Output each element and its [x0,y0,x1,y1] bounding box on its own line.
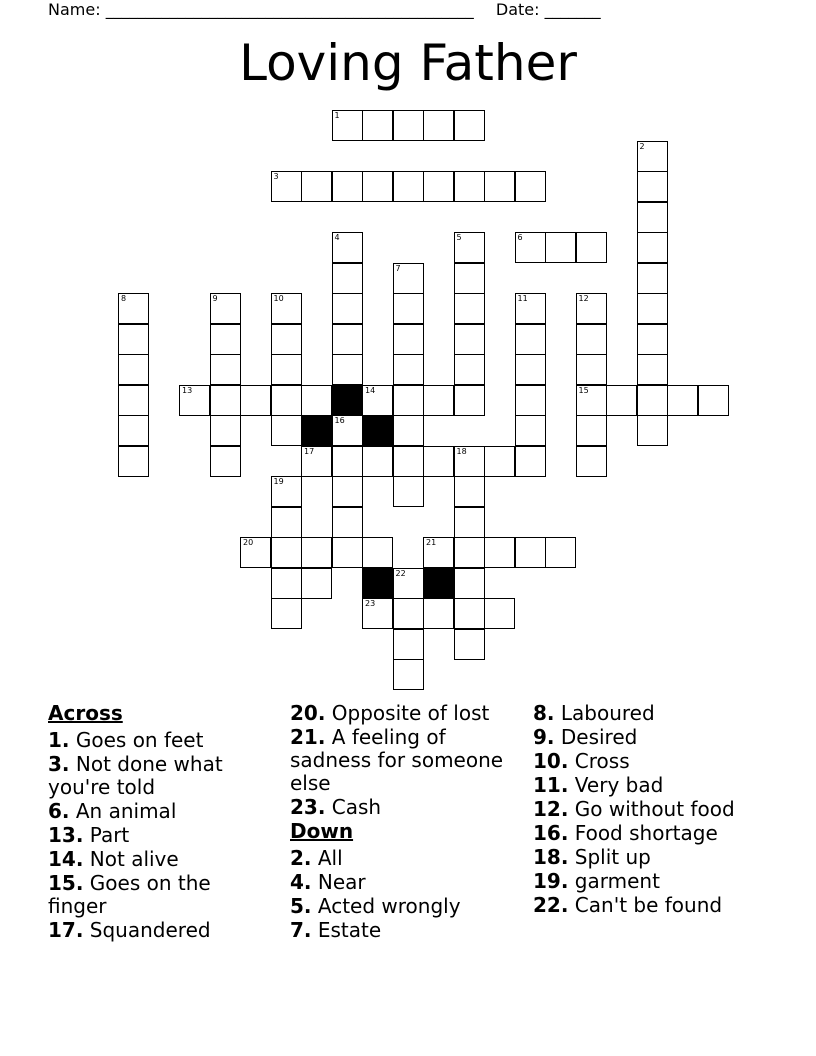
grid-cell[interactable] [423,598,454,629]
across-heading: Across [48,701,123,725]
grid-cell[interactable] [637,293,668,324]
grid-cell[interactable] [515,446,546,477]
grid-cell[interactable] [515,171,546,202]
clue-text: Opposite of lost [325,701,490,725]
grid-cell[interactable] [637,354,668,385]
clue-number: 19. [533,869,569,893]
grid-cell[interactable] [576,415,607,446]
grid-cell[interactable] [484,537,515,568]
clue-number: 5. [290,894,312,918]
clue-number: 13. [48,823,84,847]
grid-cell[interactable] [332,263,363,294]
grid-cell[interactable] [515,415,546,446]
cell-number: 21 [426,538,437,547]
grid-block [332,385,363,416]
clue-number: 18. [533,845,569,869]
clue-number: 17. [48,918,84,942]
down-clue [290,895,510,918]
grid-cell[interactable] [332,232,363,263]
grid-cell[interactable] [332,415,363,446]
down-clue [533,750,773,773]
cell-number: 11 [517,294,528,303]
grid-cell[interactable] [362,171,393,202]
down-clue [533,726,773,749]
clue-text: garment [568,869,660,893]
clues-column-3 [533,702,773,918]
grid-cell[interactable] [423,385,454,416]
grid-cell[interactable] [454,171,485,202]
grid-cell[interactable] [301,537,332,568]
grid-cell[interactable] [576,324,607,355]
grid-cell[interactable] [454,324,485,355]
grid-cell[interactable] [332,171,363,202]
down-clue [533,822,773,845]
grid-cell[interactable] [454,446,485,477]
clue-text: Go without food [568,797,735,821]
grid-cell[interactable] [637,202,668,233]
clue-number: 23. [290,795,326,819]
cell-number: 6 [517,233,523,242]
clue-number: 6. [48,799,70,823]
grid-cell[interactable] [393,415,424,446]
grid-cell[interactable] [271,171,302,202]
down-clue [290,847,510,870]
down-clue [533,702,773,725]
grid-cell[interactable] [362,110,393,141]
across-clue [290,726,510,795]
cell-number: 9 [212,294,218,303]
grid-cell[interactable] [271,324,302,355]
grid-cell[interactable] [667,385,698,416]
cell-number: 20 [243,538,254,547]
clue-text: Cross [568,749,630,773]
grid-cell[interactable] [118,385,149,416]
grid-cell[interactable] [454,568,485,599]
clue-text: Goes on the finger [48,871,211,918]
grid-block [301,415,332,446]
clue-number: 16. [533,821,569,845]
grid-cell[interactable] [393,171,424,202]
across-clue [290,702,510,725]
clue-text: Squandered [83,918,211,942]
grid-cell[interactable] [210,415,241,446]
clue-text: Laboured [554,701,655,725]
grid-cell[interactable] [118,446,149,477]
grid-cell[interactable] [271,537,302,568]
grid-cell[interactable] [515,232,546,263]
down-clue [533,894,773,917]
grid-cell[interactable] [332,476,363,507]
grid-cell[interactable] [210,354,241,385]
clue-number: 7. [290,918,312,942]
grid-cell[interactable] [576,232,607,263]
grid-cell[interactable] [545,537,576,568]
grid-cell[interactable] [332,324,363,355]
cell-number: 23 [365,599,376,608]
grid-cell[interactable] [301,171,332,202]
grid-cell[interactable] [515,293,546,324]
grid-cell[interactable] [515,354,546,385]
cell-number: 19 [273,477,284,486]
across-clue [48,848,268,871]
grid-cell[interactable] [271,476,302,507]
grid-cell[interactable] [210,446,241,477]
grid-cell[interactable] [332,110,363,141]
grid-cell[interactable] [423,446,454,477]
cell-number: 13 [182,385,193,395]
down-clue [533,870,773,893]
clue-text: Can't be found [568,893,723,917]
date-blank[interactable]: _______ [544,0,601,19]
clue-text: Acted wrongly [311,894,461,918]
cell-number: 17 [304,446,315,456]
down-heading: Down [290,819,354,843]
cell-number: 3 [273,172,279,181]
grid-cell[interactable] [271,293,302,324]
grid-cell[interactable] [118,354,149,385]
grid-cell[interactable] [393,568,424,599]
date-label: Date: [495,0,540,19]
cell-number: 18 [456,446,467,456]
cell-number: 8 [121,294,127,303]
grid-cell[interactable] [332,354,363,385]
clue-number: 1. [48,728,70,752]
grid-cell[interactable] [271,385,302,416]
grid-block [362,568,393,599]
down-clue [533,846,773,869]
grid-cell[interactable] [393,446,424,477]
clue-text: All [311,846,343,870]
cell-number: 4 [334,233,340,242]
across-clue [48,824,268,847]
grid-cell[interactable] [545,232,576,263]
down-clue [290,871,510,894]
clue-number: 12. [533,797,569,821]
grid-cell[interactable] [515,324,546,355]
grid-cell[interactable] [515,385,546,416]
grid-cell[interactable] [332,537,363,568]
grid-cell[interactable] [576,354,607,385]
grid-cell[interactable] [454,476,485,507]
clue-number: 22. [533,893,569,917]
grid-cell[interactable] [210,293,241,324]
grid-cell[interactable] [301,385,332,416]
grid-cell[interactable] [240,385,271,416]
clue-text: Part [83,823,130,847]
cell-number: 22 [395,568,406,578]
grid-cell[interactable] [576,446,607,477]
grid-cell[interactable] [332,507,363,538]
grid-cell[interactable] [240,537,271,568]
cell-number: 15 [578,385,589,395]
grid-cell[interactable] [454,629,485,660]
clue-number: 8. [533,701,555,725]
grid-cell[interactable] [118,415,149,446]
grid-cell[interactable] [393,324,424,355]
grid-cell[interactable] [454,263,485,294]
across-clue [48,872,268,918]
clues-column-1 [48,702,268,943]
grid-cell[interactable] [362,598,393,629]
clue-text: Desired [554,725,638,749]
across-clue [290,796,510,819]
cell-number: 16 [334,416,345,425]
grid-cell[interactable] [454,385,485,416]
grid-cell[interactable] [454,110,485,141]
down-clue [290,919,510,942]
grid-cell[interactable] [515,537,546,568]
grid-cell[interactable] [423,110,454,141]
grid-cell[interactable] [118,324,149,355]
clue-text: Not done what you're told [48,752,223,799]
clue-text: A feeling of sadness for someone else [290,725,504,795]
grid-cell[interactable] [332,446,363,477]
grid-cell[interactable] [454,537,485,568]
grid-cell[interactable] [454,598,485,629]
clue-number: 9. [533,725,555,749]
cell-number: 10 [273,294,284,303]
grid-cell[interactable] [271,354,302,385]
name-blank[interactable]: ______________________________________________ [105,0,474,19]
grid-cell[interactable] [454,293,485,324]
grid-cell[interactable] [637,385,668,416]
grid-cell[interactable] [637,415,668,446]
clue-text: An animal [69,799,177,823]
cell-number: 12 [578,294,589,303]
grid-cell[interactable] [271,415,302,446]
grid-cell[interactable] [362,537,393,568]
cell-number: 2 [639,141,645,151]
clue-text: Goes on feet [69,728,204,752]
grid-cell[interactable] [484,446,515,477]
grid-cell[interactable] [393,110,424,141]
grid-cell[interactable] [179,385,210,416]
grid-cell[interactable] [423,171,454,202]
grid-cell[interactable] [393,354,424,385]
grid-cell[interactable] [423,537,454,568]
grid-cell[interactable] [484,171,515,202]
grid-cell[interactable] [332,293,363,324]
clue-number: 4. [290,870,312,894]
grid-cell[interactable] [210,324,241,355]
across-clue [48,753,268,799]
down-clue [533,774,773,797]
grid-cell[interactable] [118,293,149,324]
grid-cell[interactable] [637,263,668,294]
clue-text: Estate [311,918,382,942]
grid-cell[interactable] [271,507,302,538]
clue-text: Split up [568,845,651,869]
grid-cell[interactable] [393,293,424,324]
grid-cell[interactable] [301,568,332,599]
clue-number: 11. [533,773,569,797]
cell-number: 1 [334,111,340,120]
across-clue [48,729,268,752]
grid-cell[interactable] [362,446,393,477]
grid-cell[interactable] [301,446,332,477]
grid-cell[interactable] [271,568,302,599]
across-clue [48,800,268,823]
clue-text: Not alive [83,847,179,871]
across-clue [48,919,268,942]
grid-cell[interactable] [393,659,424,690]
grid-cell[interactable] [454,354,485,385]
grid-cell[interactable] [393,598,424,629]
grid-cell[interactable] [576,293,607,324]
clue-number: 15. [48,871,84,895]
clues-column-2 [290,702,510,943]
grid-cell[interactable] [484,598,515,629]
grid-cell[interactable] [393,629,424,660]
clue-number: 20. [290,701,326,725]
grid-cell[interactable] [637,232,668,263]
page-title: Loving Father [239,34,577,92]
clue-text: Cash [325,795,382,819]
clue-number: 2. [290,846,312,870]
grid-block [423,568,454,599]
grid-cell[interactable] [454,507,485,538]
grid-cell[interactable] [637,171,668,202]
grid-cell[interactable] [698,385,729,416]
grid-cell[interactable] [393,385,424,416]
grid-cell[interactable] [210,385,241,416]
grid-cell[interactable] [393,263,424,294]
grid-cell[interactable] [393,476,424,507]
grid-cell[interactable] [576,385,607,416]
clue-number: 14. [48,847,84,871]
clue-number: 10. [533,749,569,773]
grid-cell[interactable] [271,598,302,629]
grid-block [362,415,393,446]
clue-text: Near [311,870,366,894]
clue-text: Very bad [568,773,664,797]
grid-cell[interactable] [637,141,668,172]
grid-cell[interactable] [362,385,393,416]
cell-number: 14 [365,385,376,395]
grid-cell[interactable] [606,385,637,416]
down-clue [533,798,773,821]
cell-number: 7 [395,263,401,273]
name-label: Name: [48,0,101,19]
clue-text: Food shortage [568,821,718,845]
grid-cell[interactable] [454,232,485,263]
clue-number: 3. [48,752,70,776]
grid-cell[interactable] [637,324,668,355]
clue-number: 21. [290,725,326,749]
cell-number: 5 [456,233,462,242]
